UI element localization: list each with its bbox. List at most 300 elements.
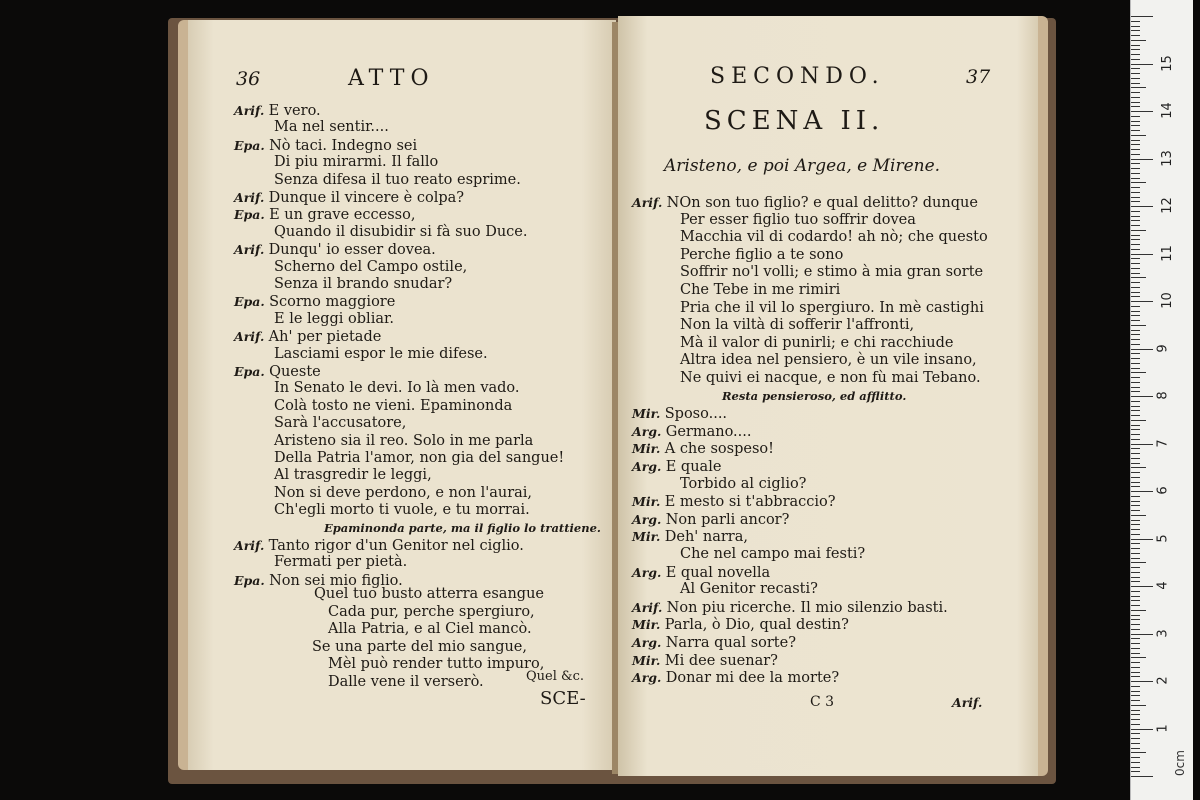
page-number: 37	[966, 66, 991, 88]
stage-direction: Epaminonda parte, ma il figlio lo trattiene.	[324, 520, 601, 535]
dialogue-line	[234, 137, 417, 155]
speaker-label: Mir.	[632, 494, 665, 510]
ruler-tick	[1131, 638, 1140, 639]
ruler-tick	[1131, 653, 1140, 654]
line-text: Fermati per pietà.	[274, 554, 408, 571]
ruler-tick	[1131, 349, 1153, 350]
ruler-number: 7	[1155, 438, 1171, 448]
line-text: Germano....	[665, 423, 752, 440]
line-text: Mi dee suenar?	[664, 652, 778, 669]
dialogue-line	[274, 154, 438, 171]
ruler-tick	[1131, 59, 1140, 60]
dialogue-line	[274, 380, 520, 397]
line-text: Deh' narra,	[664, 529, 748, 546]
aria-line: Se una parte del mio sangue,	[312, 638, 528, 655]
ruler-tick	[1131, 40, 1146, 41]
ruler-tick	[1131, 49, 1140, 50]
ruler-tick	[1131, 254, 1153, 255]
ruler-tick	[1131, 401, 1140, 402]
line-text: Non sei mio figlio.	[269, 572, 403, 589]
speaker-label: Arg.	[632, 511, 666, 527]
catchword: SCE-	[540, 688, 586, 709]
ruler-tick	[1131, 315, 1140, 316]
scene-characters: Aristeno, e poi Argea, e Mirene.	[664, 156, 941, 176]
ruler-tick	[1131, 695, 1140, 696]
line-text: Per esser figlio tuo soffrir dovea	[680, 211, 916, 228]
line-text: E vero.	[268, 103, 321, 119]
dialogue-line	[632, 528, 748, 546]
ruler-tick	[1131, 106, 1140, 107]
line-text: Ah' per pietade	[268, 329, 382, 346]
speaker-label: Arg.	[632, 670, 666, 686]
ruler-number: 13	[1159, 149, 1175, 167]
line-text: E quale	[665, 459, 722, 475]
ruler-tick	[1131, 548, 1140, 549]
ruler-tick	[1131, 724, 1140, 725]
dialogue-line	[680, 370, 981, 387]
ruler-tick	[1131, 225, 1140, 226]
speaker-label: Epa.	[234, 207, 270, 223]
ruler-tick	[1131, 68, 1140, 69]
ruler-tick	[1131, 83, 1140, 84]
line-text: Parla, ò Dio, qual destin?	[664, 617, 849, 634]
ruler-tick	[1131, 330, 1140, 331]
ruler-tick	[1131, 235, 1140, 236]
speaker-label: Arg.	[632, 423, 666, 439]
ruler-tick	[1131, 729, 1153, 730]
left-page	[178, 20, 616, 770]
ruler-tick	[1131, 344, 1140, 345]
ruler-tick	[1131, 539, 1153, 540]
dialogue-line	[680, 352, 977, 369]
line-text: Queste	[269, 364, 321, 380]
ruler-tick	[1131, 377, 1140, 378]
dialogue-line	[274, 119, 389, 136]
dialogue-line	[632, 458, 721, 476]
line-text: Al trasgredir le leggi,	[274, 467, 432, 484]
measuring-ruler	[1130, 0, 1193, 800]
ruler-tick	[1131, 662, 1140, 663]
dialogue-line	[680, 212, 916, 229]
ruler-tick	[1131, 16, 1153, 17]
ruler-tick	[1131, 562, 1146, 563]
speaker-label: Arif.	[234, 242, 269, 258]
ruler-tick	[1131, 643, 1140, 644]
line-text: Scherno del Campo ostile,	[274, 258, 468, 275]
ruler-tick	[1131, 491, 1153, 492]
line-text: In Senato le devi. Io là men vado.	[274, 380, 520, 397]
line-text: NOn son tuo figlio? e qual delitto? dunque	[666, 195, 978, 211]
ruler-tick	[1131, 296, 1140, 297]
line-text: Mà il valor di punirli; e chi racchiude	[680, 334, 954, 351]
line-text: Ch'egli morto ti vuole, e tu morrai.	[274, 502, 530, 519]
ruler-tick	[1131, 520, 1140, 521]
line-text: Torbido al ciglio?	[680, 475, 807, 492]
ruler-tick	[1131, 591, 1140, 592]
ruler-tick	[1131, 292, 1140, 293]
ruler-tick	[1131, 719, 1140, 720]
ruler-tick	[1131, 282, 1140, 283]
speaker-label: Mir.	[632, 652, 665, 668]
ruler-tick	[1131, 410, 1140, 411]
scene-title: SCENA II.	[704, 106, 885, 136]
speaker-label: Arif.	[234, 103, 269, 118]
ruler-number: 6	[1155, 486, 1171, 495]
line-text: Non la viltà di sofferir l'affronti,	[680, 317, 915, 334]
running-head: ATTO	[348, 66, 435, 91]
ruler-tick	[1131, 102, 1140, 103]
ruler-tick	[1131, 567, 1140, 568]
aria-line: Cada pur, perche spergiuro,	[328, 603, 535, 620]
ruler-tick	[1131, 306, 1140, 307]
ruler-tick	[1131, 301, 1153, 302]
ruler-tick	[1131, 135, 1146, 136]
ruler-tick	[1131, 767, 1140, 768]
ruler-tick	[1131, 97, 1140, 98]
line-text: Di piu mirarmi. Il fallo	[274, 154, 439, 171]
ruler-tick	[1131, 581, 1140, 582]
ruler-unit-label: 0cm	[1172, 750, 1187, 776]
dialogue-line	[274, 172, 521, 189]
line-text: Macchia vil di codardo! ah nò; che questo	[680, 229, 988, 246]
ruler-tick	[1131, 534, 1140, 535]
line-text: Non si deve perdono, e non l'aurai,	[274, 484, 533, 501]
ruler-tick	[1131, 619, 1140, 620]
ruler-tick	[1131, 448, 1140, 449]
line-text: Altra idea nel pensiero, è un vile insano,	[680, 352, 977, 369]
ruler-number: 8	[1155, 391, 1171, 400]
ruler-tick	[1131, 420, 1146, 421]
ruler-tick	[1131, 439, 1140, 440]
speaker-label: Arg.	[632, 635, 666, 650]
dialogue-line	[274, 259, 467, 276]
ruler-tick	[1131, 140, 1140, 141]
ruler-number: 10	[1159, 292, 1175, 309]
line-text: Ma nel sentir....	[274, 119, 389, 136]
dialogue-line	[274, 450, 564, 467]
ruler-tick	[1131, 64, 1153, 65]
ruler-tick	[1131, 705, 1146, 706]
ruler-tick	[1131, 444, 1153, 445]
dialogue-line	[632, 493, 836, 511]
ruler-tick	[1131, 558, 1140, 559]
ruler-tick	[1131, 372, 1146, 373]
aria-line: Quel tuo busto atterra esangue	[314, 586, 544, 602]
line-text: E mesto si t'abbraccio?	[664, 494, 836, 511]
dialogue-line	[234, 363, 321, 381]
ruler-tick	[1131, 406, 1140, 407]
dialogue-line	[632, 669, 839, 687]
dialogue-line	[234, 537, 524, 555]
ruler-tick	[1131, 92, 1140, 93]
aria-line: Alla Patria, e al Ciel mancò.	[328, 621, 532, 637]
ruler-tick	[1131, 154, 1140, 155]
ruler-tick	[1131, 771, 1140, 772]
dialogue-line	[632, 511, 789, 529]
page-number: 36	[236, 68, 261, 90]
ruler-tick	[1131, 529, 1140, 530]
dialogue-line	[680, 317, 914, 334]
dialogue-line	[632, 405, 727, 423]
ruler-number: 9	[1155, 343, 1171, 353]
ruler-tick	[1131, 353, 1140, 354]
ruler-number: 1	[1155, 723, 1171, 733]
ruler-tick	[1131, 116, 1140, 117]
ruler-tick	[1131, 629, 1140, 630]
ruler-tick	[1131, 681, 1153, 682]
ruler-number: 12	[1159, 197, 1175, 214]
ruler-tick	[1131, 325, 1146, 326]
ruler-tick	[1131, 239, 1140, 240]
ruler-tick	[1131, 596, 1140, 597]
dialogue-line	[632, 616, 849, 634]
ruler-tick	[1131, 434, 1140, 435]
ruler-tick	[1131, 368, 1140, 369]
ruler-tick	[1131, 263, 1140, 264]
ruler-tick	[1131, 615, 1140, 616]
line-text: Perche figlio a te sono	[680, 246, 844, 263]
dialogue-line	[274, 433, 533, 450]
ruler-tick	[1131, 748, 1140, 749]
ruler-number: 5	[1155, 533, 1171, 543]
ruler-tick	[1131, 752, 1146, 753]
ruler-tick	[1131, 586, 1153, 587]
ruler-tick	[1131, 691, 1140, 692]
ruler-tick	[1131, 543, 1140, 544]
speaker-label: Mir.	[632, 617, 665, 633]
dialogue-line	[274, 485, 532, 502]
ruler-tick	[1131, 159, 1153, 160]
ruler-tick	[1131, 273, 1140, 274]
line-text: Pria che il vil lo spergiuro. In mè castighi	[680, 299, 984, 316]
ruler-tick	[1131, 244, 1140, 245]
ruler-tick	[1131, 634, 1153, 635]
ruler-tick	[1131, 125, 1140, 126]
speaker-label: Arg.	[632, 564, 666, 580]
line-text: Senza il brando snudar?	[274, 276, 453, 292]
ruler-tick	[1131, 510, 1140, 511]
ruler-tick	[1131, 657, 1146, 658]
ruler-tick	[1131, 425, 1140, 426]
ruler-tick	[1131, 453, 1140, 454]
ruler-tick	[1131, 363, 1140, 364]
dialogue-line	[632, 423, 751, 441]
dialogue-line	[632, 634, 796, 652]
ruler-tick	[1131, 206, 1153, 207]
ruler-tick	[1131, 672, 1140, 673]
ruler-tick	[1131, 553, 1140, 554]
ruler-tick	[1131, 287, 1140, 288]
dialogue-line	[680, 282, 840, 299]
ruler-tick	[1131, 35, 1140, 36]
aria-line: Dalle vene il verserò.	[328, 673, 484, 690]
ruler-tick	[1131, 667, 1140, 668]
ruler-tick	[1131, 268, 1140, 269]
dialogue-line	[234, 241, 436, 259]
dialogue-line	[632, 564, 770, 582]
ruler-tick	[1131, 334, 1140, 335]
line-text: Che nel campo mai festi?	[680, 546, 866, 562]
ruler-tick	[1131, 249, 1140, 250]
ruler-tick	[1131, 130, 1140, 131]
line-text: Che Tebe in me rimiri	[680, 282, 841, 298]
line-text: Ne quivi ei nacque, e non fù mai Tebano.	[680, 370, 981, 386]
dialogue-line	[234, 206, 415, 224]
speaker-label: Mir.	[632, 406, 665, 422]
ruler-tick	[1131, 415, 1140, 416]
dialogue-line	[274, 346, 488, 363]
ruler-tick	[1131, 396, 1153, 397]
line-text: Sposo....	[664, 406, 728, 423]
speaker-label: Epa.	[234, 572, 270, 588]
aria-line: Mèl può render tutto impuro,	[328, 656, 545, 672]
ruler-tick	[1131, 501, 1140, 502]
dialogue-line	[680, 300, 984, 317]
line-text: Scorno maggiore	[269, 294, 396, 311]
ruler-tick	[1131, 26, 1140, 27]
ruler-tick	[1131, 700, 1140, 701]
ruler-tick	[1131, 54, 1140, 55]
ruler-tick	[1131, 30, 1140, 31]
line-text: Nò taci. Indegno sei	[269, 137, 418, 154]
line-text: Non parli ancor?	[665, 511, 790, 528]
ruler-tick	[1131, 524, 1140, 525]
dialogue-line	[234, 328, 381, 346]
dialogue-line	[680, 335, 953, 352]
line-text: Lasciami espor le mie difese.	[274, 345, 488, 362]
line-text: Donar mi dee la morte?	[665, 670, 840, 687]
dialogue-line	[274, 502, 530, 519]
ruler-tick	[1131, 220, 1140, 221]
ruler-tick	[1131, 258, 1140, 259]
ruler-tick	[1131, 311, 1140, 312]
dialogue-line	[234, 102, 321, 120]
ruler-tick	[1131, 429, 1140, 430]
dialogue-line	[274, 311, 394, 328]
ruler-tick	[1131, 505, 1140, 506]
speaker-label: Arif.	[632, 195, 667, 210]
line-text: Della Patria l'amor, non gia del sangue!	[274, 450, 565, 466]
line-text: Dunque il vincere è colpa?	[268, 190, 465, 206]
ruler-number: 2	[1155, 676, 1171, 685]
ruler-tick	[1131, 382, 1140, 383]
speaker-label: Epa.	[234, 294, 270, 310]
dialogue-line	[680, 476, 806, 493]
ruler-tick	[1131, 163, 1140, 164]
ruler-tick	[1131, 463, 1140, 464]
ruler-tick	[1131, 577, 1140, 578]
catchword: Arif.	[952, 695, 983, 710]
ruler-tick	[1131, 610, 1146, 611]
speaker-label: Epa.	[234, 364, 270, 379]
ruler-tick	[1131, 676, 1140, 677]
ruler-number: 3	[1155, 628, 1171, 638]
dialogue-line	[274, 224, 528, 241]
speaker-label: Arif.	[234, 190, 269, 205]
ruler-tick	[1131, 320, 1140, 321]
ruler-tick	[1131, 515, 1146, 516]
ruler-tick	[1131, 467, 1146, 468]
speaker-label: Mir.	[632, 529, 665, 545]
ruler-tick	[1131, 277, 1146, 278]
ruler-tick	[1131, 87, 1146, 88]
ruler-tick	[1131, 192, 1140, 193]
ruler-tick	[1131, 216, 1140, 217]
line-text: Non piu ricerche. Il mio silenzio basti.	[666, 599, 948, 616]
ruler-tick	[1131, 149, 1140, 150]
dialogue-line	[274, 398, 512, 415]
line-text: Colà tosto ne vieni. Epaminonda	[274, 397, 513, 414]
ruler-tick	[1131, 339, 1140, 340]
dialogue-line	[632, 440, 774, 458]
speaker-label: Mir.	[632, 441, 665, 457]
dialogue-line	[680, 247, 843, 264]
line-text: E qual novella	[665, 564, 771, 581]
dialogue-line	[680, 229, 988, 246]
ruler-tick	[1131, 714, 1140, 715]
ruler-tick	[1131, 121, 1140, 122]
ruler-tick	[1131, 211, 1140, 212]
line-text: Narra qual sorte?	[665, 635, 796, 651]
speaker-label: Arg.	[632, 459, 666, 474]
dialogue-line	[274, 554, 407, 571]
ruler-tick	[1131, 710, 1140, 711]
ruler-tick	[1131, 78, 1140, 79]
stage-direction: Resta pensieroso, ed afflitto.	[722, 388, 907, 403]
ruler-tick	[1131, 21, 1140, 22]
ruler-tick	[1131, 776, 1153, 777]
line-text: Quando il disubidir si fà suo Duce.	[274, 223, 528, 240]
dialogue-line	[234, 293, 395, 311]
ruler-tick	[1131, 738, 1140, 739]
ruler-tick	[1131, 182, 1146, 183]
line-text: Tanto rigor d'un Genitor nel ciglio.	[268, 538, 524, 554]
right-page	[618, 16, 1048, 776]
running-head: SECONDO.	[710, 64, 885, 89]
ruler-tick	[1131, 757, 1140, 758]
dialogue-line	[234, 189, 464, 207]
line-text: Sarà l'accusatore,	[274, 415, 407, 432]
ruler-number: 11	[1159, 244, 1175, 262]
ruler-tick	[1131, 472, 1140, 473]
line-text: E le leggi obliar.	[274, 310, 394, 327]
speaker-label: Arif.	[234, 538, 269, 553]
dialogue-line	[274, 276, 452, 293]
ruler-tick	[1131, 605, 1140, 606]
ruler-tick	[1131, 762, 1140, 763]
ruler-tick	[1131, 178, 1140, 179]
ruler-tick	[1131, 173, 1140, 174]
ruler-tick	[1131, 111, 1153, 112]
ruler-tick	[1131, 648, 1140, 649]
ruler-tick	[1131, 391, 1140, 392]
ruler-tick	[1131, 733, 1140, 734]
dialogue-line	[680, 581, 818, 598]
ruler-number: 4	[1155, 581, 1171, 590]
ruler-number: 15	[1159, 54, 1175, 72]
ruler-tick	[1131, 187, 1140, 188]
line-text: Soffrir no'l volli; e stimo à mia gran sorte	[680, 264, 984, 281]
dialogue-line	[632, 194, 978, 212]
speaker-label: Epa.	[234, 137, 270, 153]
ruler-tick	[1131, 743, 1140, 744]
ruler-tick	[1131, 73, 1140, 74]
ruler-tick	[1131, 197, 1140, 198]
dialogue-line	[680, 546, 865, 563]
line-text: A che sospeso!	[664, 441, 774, 458]
speaker-label: Arif.	[234, 329, 269, 345]
ruler-tick	[1131, 486, 1140, 487]
